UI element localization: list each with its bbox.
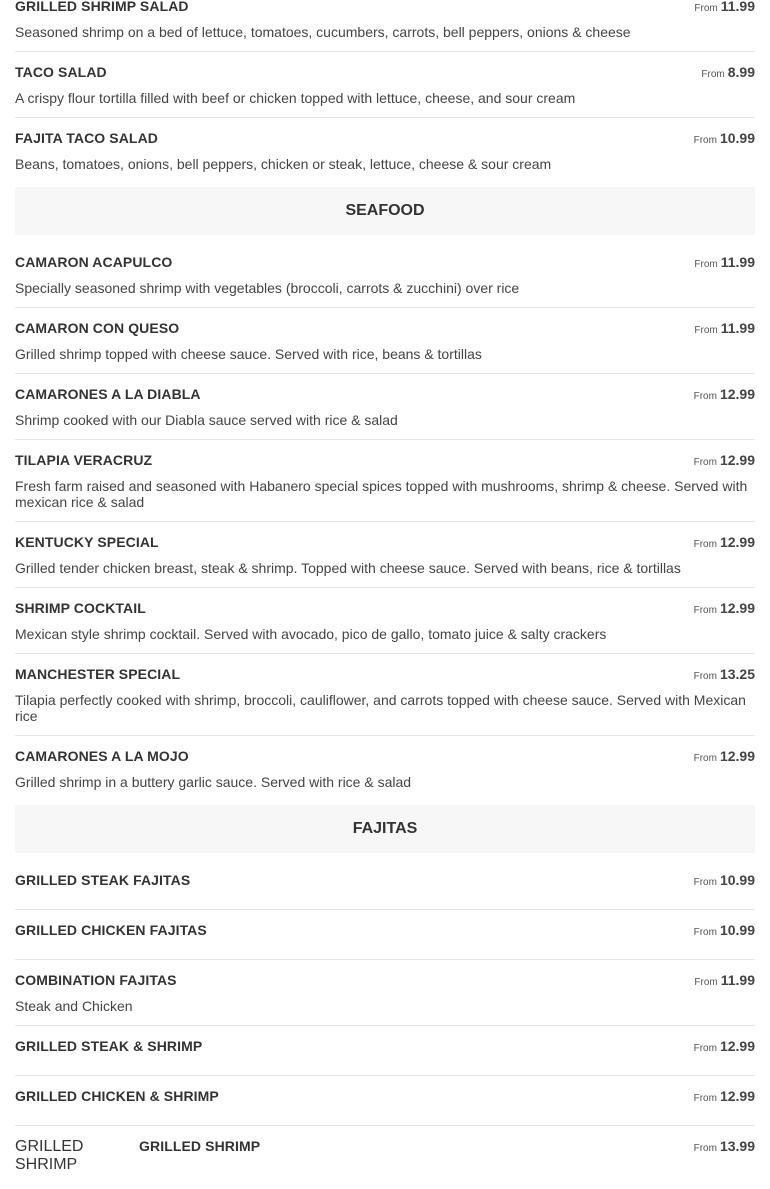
- menu-item[interactable]: [15, 1076, 755, 1126]
- item-name: GRILLED STEAK & SHRIMP: [15, 1038, 203, 1054]
- item-description: Grilled tender chicken breast, steak & shrimp. Topped with cheese sauce. Served with beans, rice & tortillas: [15, 560, 681, 576]
- item-name: GRILLED SHRIMP: [139, 1138, 261, 1154]
- item-description: Steak and Chicken: [15, 998, 133, 1014]
- item-name: TACO SALAD: [15, 64, 107, 80]
- price-value: 12.99: [719, 534, 755, 550]
- price-from-label: From: [693, 457, 717, 468]
- price-from-label: From: [693, 671, 717, 682]
- menu-list: [15, 0, 755, 1189]
- price-from-label: From: [693, 753, 717, 764]
- item-price: [694, 1038, 755, 1057]
- section-header-fajitas: FAJITAS: [15, 805, 755, 853]
- item-price: [694, 666, 755, 685]
- menu-item[interactable]: [15, 736, 755, 801]
- item-description: Shrimp cooked with our Diabla sauce served with rice & salad: [15, 412, 398, 428]
- item-name: CAMARON ACAPULCO: [15, 254, 173, 270]
- item-price: [694, 872, 755, 891]
- item-description: Specially seasoned shrimp with vegetables (broccoli, carrots & zucchini) over rice: [15, 280, 520, 296]
- item-price: [694, 452, 755, 471]
- item-price: [694, 748, 755, 767]
- price-value: 12.99: [719, 386, 755, 402]
- menu-item[interactable]: [15, 910, 755, 960]
- price-from-label: From: [693, 391, 717, 402]
- price-from-label: From: [693, 1043, 717, 1054]
- menu-item[interactable]: [15, 857, 755, 910]
- item-description: Seasoned shrimp on a bed of lettuce, tomatoes, cucumbers, carrots, bell peppers, onions & cheese: [15, 24, 631, 40]
- section-header-seafood: SEAFOOD: [15, 187, 755, 235]
- price-from-label: From: [693, 539, 717, 550]
- price-value: 13.25: [719, 666, 755, 682]
- item-description: Beans, tomatoes, onions, bell peppers, chicken or steak, lettuce, cheese & sour cream: [15, 156, 552, 172]
- item-price: [694, 130, 755, 149]
- menu-item[interactable]: [15, 118, 755, 183]
- menu-item[interactable]: [15, 588, 755, 654]
- item-price: [694, 922, 755, 941]
- item-price: [694, 320, 755, 339]
- price-value: 11.99: [720, 254, 755, 270]
- item-description: Mexican style shrimp cocktail. Served with avocado, pico de gallo, tomato juice & salty crackers: [15, 626, 607, 642]
- price-from-label: From: [693, 135, 717, 146]
- menu-item[interactable]: [15, 960, 755, 1026]
- item-price: [694, 1138, 755, 1157]
- item-name: CAMARONES A LA DIABLA: [15, 386, 201, 402]
- price-value: 8.99: [727, 64, 755, 80]
- item-description: A crispy flour tortilla filled with beef or chicken topped with lettuce, cheese, and sour cream: [15, 90, 576, 106]
- menu-item[interactable]: [15, 374, 755, 440]
- price-value: 11.99: [720, 972, 755, 988]
- item-name: GRILLED STEAK FAJITAS: [15, 872, 191, 888]
- item-description: Tilapia perfectly cooked with shrimp, broccoli, cauliflower, and carrots topped with cheese sauce. Served with Mexican rice: [15, 692, 746, 724]
- price-from-label: From: [693, 877, 717, 888]
- item-name: FAJITA TACO SALAD: [15, 130, 158, 146]
- item-description: Grilled shrimp topped with cheese sauce. Served with rice, beans & tortillas: [15, 346, 482, 362]
- menu-item[interactable]: [15, 52, 755, 118]
- item-name: MANCHESTER SPECIAL: [15, 666, 181, 682]
- item-name: CAMARON CON QUESO: [15, 320, 180, 336]
- price-from-label: From: [693, 927, 717, 938]
- price-value: 13.99: [719, 1138, 755, 1154]
- menu-item[interactable]: [15, 308, 755, 374]
- price-from-label: From: [694, 259, 718, 270]
- price-from-label: From: [694, 325, 718, 336]
- price-from-label: From: [701, 69, 725, 80]
- item-image[interactable]: GRILLED SHRIMP: [15, 1138, 84, 1173]
- price-value: 12.99: [719, 748, 755, 764]
- item-name: KENTUCKY SPECIAL: [15, 534, 159, 550]
- item-name: SHRIMP COCKTAIL: [15, 600, 146, 616]
- price-value: 10.99: [719, 922, 755, 938]
- menu-item[interactable]: [15, 1126, 755, 1189]
- price-value: 11.99: [720, 320, 755, 336]
- price-value: 12.99: [719, 600, 755, 616]
- item-name: TILAPIA VERACRUZ: [15, 452, 153, 468]
- item-description: Grilled shrimp in a buttery garlic sauce. Served with rice & salad: [15, 774, 412, 790]
- item-name: GRILLED CHICKEN & SHRIMP: [15, 1088, 219, 1104]
- item-description: Fresh farm raised and seasoned with Habanero special spices topped with mushrooms, shrimp & cheese. Served with mexican rice & salad: [15, 478, 748, 510]
- price-from-label: From: [694, 977, 718, 988]
- menu-item[interactable]: [15, 654, 755, 736]
- price-from-label: From: [693, 1093, 717, 1104]
- menu-item[interactable]: [15, 1026, 755, 1076]
- menu-item[interactable]: [15, 522, 755, 588]
- item-name: COMBINATION FAJITAS: [15, 972, 177, 988]
- item-price: [694, 600, 755, 619]
- item-price: [694, 1088, 755, 1107]
- item-name: GRILLED CHICKEN FAJITAS: [15, 922, 207, 938]
- price-value: 12.99: [719, 1088, 755, 1104]
- item-price: [694, 386, 755, 405]
- menu-item[interactable]: [15, 0, 755, 52]
- item-price: [701, 64, 755, 83]
- price-value: 10.99: [719, 130, 755, 146]
- price-from-label: From: [693, 605, 717, 616]
- menu-item[interactable]: [15, 239, 755, 308]
- item-price: [694, 534, 755, 553]
- item-price: [694, 0, 755, 17]
- menu-item[interactable]: [15, 440, 755, 522]
- item-price: [694, 254, 755, 273]
- price-from-label: From: [694, 3, 718, 14]
- item-name: GRILLED SHRIMP SALAD: [15, 0, 189, 14]
- item-price: [694, 972, 755, 991]
- price-value: 11.99: [720, 0, 755, 14]
- price-from-label: From: [693, 1143, 717, 1154]
- item-name: CAMARONES A LA MOJO: [15, 748, 189, 764]
- price-value: 12.99: [719, 1038, 755, 1054]
- price-value: 12.99: [719, 452, 755, 468]
- price-value: 10.99: [719, 872, 755, 888]
